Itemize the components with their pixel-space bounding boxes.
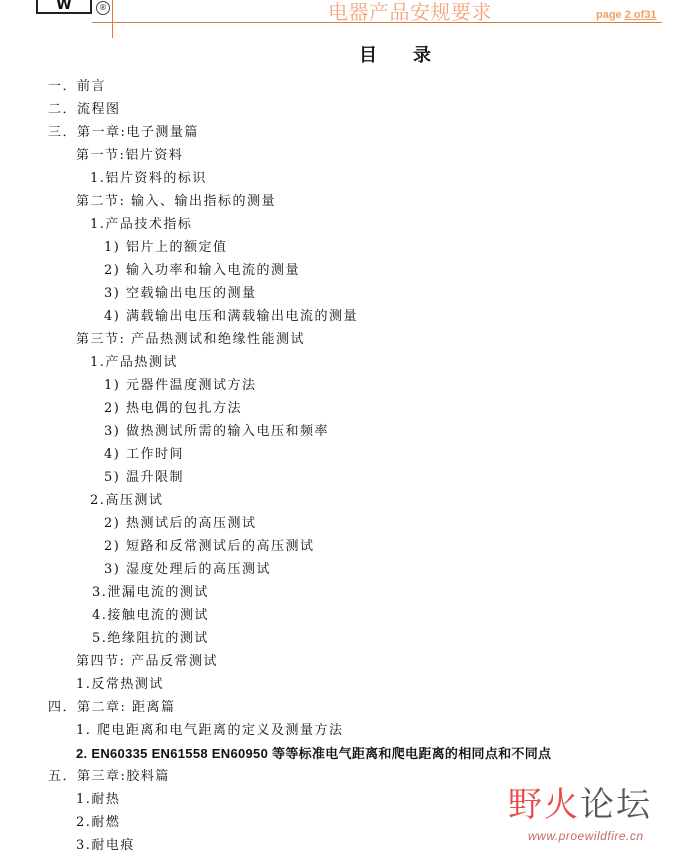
toc-entry: 5) 温升限制 <box>104 470 184 485</box>
toc-entry: 4) 工作时间 <box>104 447 184 462</box>
toc-entry: 四．第二章: 距离篇 <box>48 700 176 715</box>
toc-entry: 第四节: 产品反常测试 <box>76 654 219 669</box>
crop-mark <box>112 0 113 38</box>
toc-heading: 目录 <box>359 45 467 66</box>
toc-entry: 第二节: 输入、输出指标的测量 <box>76 194 277 209</box>
toc-entry: 二．流程图 <box>48 102 121 117</box>
toc-entry: 1.反常热测试 <box>76 677 164 692</box>
toc-entry: 2.耐燃 <box>76 815 121 830</box>
toc-entry: 3) 湿度处理后的高压测试 <box>104 562 271 577</box>
toc-entry: 2.高压测试 <box>90 493 164 508</box>
watermark-text-gray: 论坛 <box>580 785 652 825</box>
registered-mark: ® <box>96 1 110 15</box>
toc-entry: 1.耐热 <box>76 792 121 807</box>
toc-entry: 1.产品技术指标 <box>90 217 193 232</box>
watermark-url: www.proewildfire.cn <box>528 829 644 843</box>
toc-entry: 1. 爬电距离和电气距离的定义及测量方法 <box>76 723 344 738</box>
toc-entry: 1) 铝片上的额定值 <box>104 240 228 255</box>
toc-entry: 4) 满载输出电压和满载输出电流的测量 <box>104 309 358 324</box>
toc-entry: 3.泄漏电流的测试 <box>92 585 209 600</box>
toc-entry: 2) 短路和反常测试后的高压测试 <box>104 539 315 554</box>
page-current: 2 <box>624 9 631 21</box>
toc-entry: 2) 热测试后的高压测试 <box>104 516 257 531</box>
toc-entry: 一．前言 <box>48 79 107 94</box>
toc-entry: 1) 元器件温度测试方法 <box>104 378 257 393</box>
toc-entry: 3.耐电痕 <box>76 838 135 853</box>
toc-entry: 3) 做热测试所需的输入电压和频率 <box>104 424 329 439</box>
toc-entry: 2) 热电偶的包扎方法 <box>104 401 242 416</box>
company-logo: W <box>36 0 92 14</box>
page-total: 31 <box>644 9 657 21</box>
toc-entry: 5.绝缘阻抗的测试 <box>92 631 209 646</box>
toc-entry: 第一节:铝片资料 <box>76 148 184 163</box>
page-header <box>0 0 693 40</box>
toc-entry: 1.铝片资料的标识 <box>90 171 207 186</box>
page-number <box>596 9 657 21</box>
toc-entry: 第三节: 产品热测试和绝缘性能测试 <box>76 332 306 347</box>
watermark-logo <box>508 785 652 825</box>
toc-entry: 五．第三章:胶料篇 <box>48 769 170 784</box>
watermark-text-red: 野火 <box>508 785 580 825</box>
page-separator: of <box>630 9 645 21</box>
toc-entry: 2) 输入功率和输入电流的测量 <box>104 263 300 278</box>
document-title: 电器产品安规要求 <box>328 0 492 24</box>
page-prefix: page <box>596 9 625 21</box>
toc-entry: 2. EN60335 EN61558 EN60950 等等标准电气距离和爬电距离的相同点和不同点 <box>76 746 552 761</box>
toc-entry: 三．第一章:电子测量篇 <box>48 125 199 140</box>
toc-entry: 3) 空载输出电压的测量 <box>104 286 257 301</box>
toc-entry: 1.产品热测试 <box>90 355 178 370</box>
toc-entry: 4.接触电流的测试 <box>92 608 209 623</box>
forum-watermark <box>508 785 688 851</box>
